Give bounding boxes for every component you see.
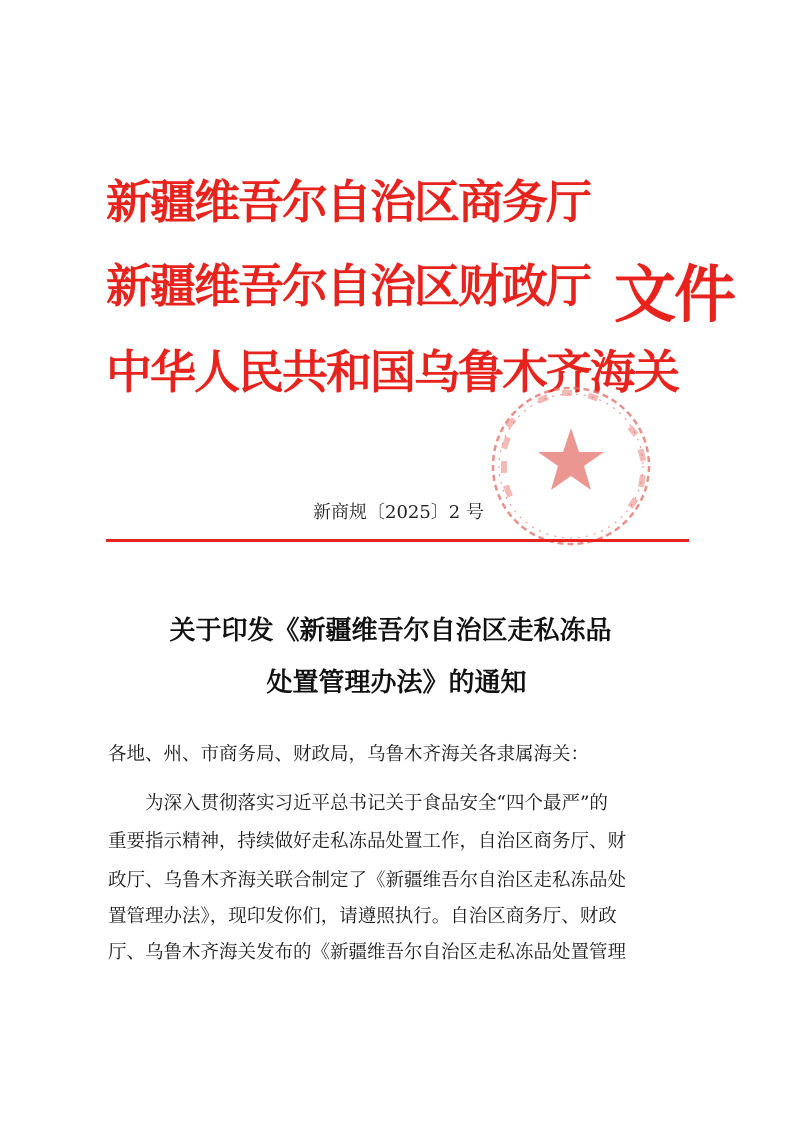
- body-line: 重要指示精神，持续做好走私冻品处置工作，自治区商务厅、财: [108, 831, 627, 852]
- body-line: 为深入贯彻落实习近平总书记关于食品安全“四个最严”的: [145, 793, 608, 814]
- issuer-commerce-department: 新疆维吾尔自治区商务厅: [106, 175, 590, 229]
- document-title-line-1: 关于印发《新疆维吾尔自治区走私冻品: [169, 616, 612, 646]
- document-number: 新商规〔2025〕2 号: [313, 502, 484, 523]
- salutation: 各地、州、市商务局、财政局，乌鲁木齐海关各隶属海关：: [108, 744, 590, 765]
- body-line: 政厅、乌鲁木齐海关联合制定了《新疆维吾尔自治区走私冻品处: [108, 870, 627, 891]
- issuer-finance-department: 新疆维吾尔自治区财政厅: [106, 259, 590, 313]
- issuer-urumqi-customs: 中华人民共和国乌鲁木齐海关: [106, 345, 678, 399]
- body-line: 厅、乌鲁木齐海关发布的《新疆维吾尔自治区走私冻品处置管理: [108, 942, 627, 963]
- body-line: 置管理办法》，现印发你们，请遵照执行。自治区商务厅、财政: [108, 906, 617, 927]
- document-title-line-2: 处置管理办法》的通知: [266, 668, 527, 698]
- issuer-header: [106, 168, 766, 418]
- red-divider-line: [106, 539, 689, 542]
- document-type-label: 文件: [614, 258, 735, 331]
